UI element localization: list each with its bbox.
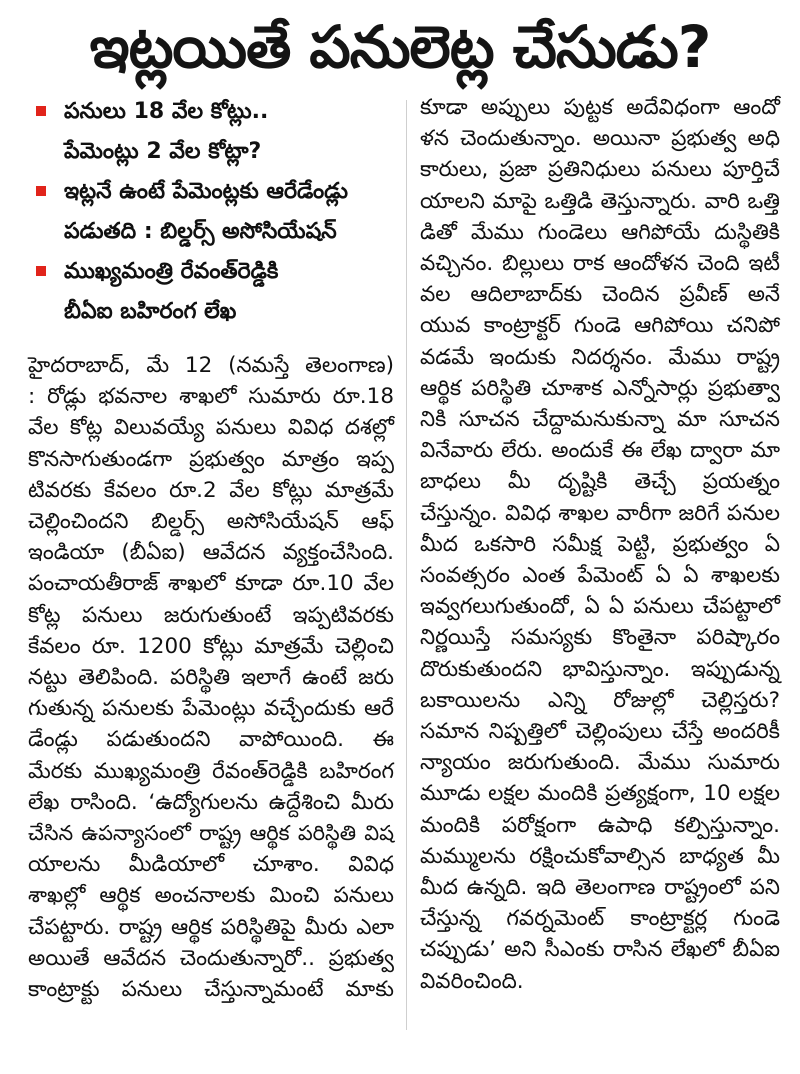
body-line: వేల కోట్ల విలువయ్యే పనులు వివిధ దశల్లో	[28, 415, 394, 441]
body-line: బకాయిలను ఎన్ని రోజుల్లో చెల్లిస్తరు?	[420, 687, 780, 713]
body-line: యువ కాంట్రాక్టర్ గుండె ఆగిపోయి చనిపో	[420, 313, 780, 339]
body-line: పంచాయతీరాజ్ శాఖలో కూడా రూ.10 వేల	[28, 571, 394, 597]
bullet-line: పేమెంట్లు 2 వేల కోట్లా?	[64, 139, 262, 164]
body-line: నట్టు తెలిపింది. పరిస్థితి ఇలాగే ఉంటే జరు	[28, 665, 394, 691]
body-line: ఇవ్వగలుగుతుందో, ఏ ఏ పనులు చేపట్టాలో	[420, 594, 780, 620]
bullet-line: ఇట్లనే ఉంటే పేమెంట్లకు ఆరేడేండ్లు	[64, 179, 349, 204]
body-line: ఇండియా (బీఏఐ) ఆవేదన వ్యక్తంచేసింది.	[28, 540, 394, 566]
body-line: దొరుకుతుందని భావిస్తున్నాం. ఇప్పుడున్న	[420, 656, 780, 682]
summary-bullet	[28, 252, 394, 332]
bullet-line: బీఏఐ బహిరంగ లేఖ	[64, 299, 237, 324]
body-line: వల ఆదిలాబాద్‌కు చెందిన ప్రవీణ్ అనే	[420, 282, 780, 308]
body-line: లేఖ రాసింది. ‘ఉద్యోగులను ఉద్దేశించి మీరు	[28, 789, 394, 815]
body-line: గుతున్న పనులకు పేమెంట్లు వచ్చేందుకు ఆరే	[28, 696, 394, 722]
body-line: యాలను మీడియాలో చూశాం. వివిధ	[28, 852, 394, 878]
body-line: అయితే ఆవేదన చెందుతున్నారో.. ప్రభుత్వ	[28, 945, 394, 971]
left-column	[28, 92, 394, 1005]
body-line: వివరించింది.	[420, 968, 524, 994]
bullet-square-icon	[36, 266, 46, 276]
body-line: డితో మేము గుండెలు ఆగిపోయే దుస్థితికి	[420, 219, 780, 245]
body-line: డేండ్లు పడుతుందని వాపోయింది. ఈ	[28, 727, 394, 753]
column-divider	[406, 100, 407, 1030]
body-line: వడమే ఇందుకు నిదర్శనం. మేము రాష్ట్ర	[420, 344, 780, 370]
bullet-line: ముఖ్యమంత్రి రేవంత్‌రెడ్డికి	[64, 259, 279, 284]
body-line: సంవత్సరం ఎంత పేమెంట్ ఏ ఏ శాఖలకు	[420, 563, 780, 589]
body-line: న్యాయం జరుగుతుంది. మేము సుమారు	[420, 750, 780, 776]
bullet-square-icon	[36, 186, 46, 196]
summary-bullet	[28, 172, 394, 252]
body-line: కేవలం రూ. 1200 కోట్లు మాత్రమే చెల్లించి	[28, 633, 394, 659]
article-body-right	[420, 92, 780, 997]
bullet-square-icon	[36, 106, 46, 116]
body-line: చేపట్టారు. రాష్ట్ర ఆర్థిక పరిస్థితిపై మీరు ఎలా	[28, 914, 394, 940]
body-line: నికి సూచన చేద్దామనుకున్నా మా సూచన	[420, 407, 780, 433]
body-line: మేరకు ముఖ్యమంత్రి రేవంత్‌రెడ్డికి బహిరంగ	[28, 758, 394, 784]
summary-bullets	[28, 92, 394, 332]
right-column	[420, 92, 780, 997]
headline: ఇట్లయితే పనులెట్ల చేసుడు?	[89, 13, 711, 81]
body-line: చప్పుడు’ అని సీఎంకు రాసిన లేఖలో బీఏఐ	[420, 937, 780, 963]
body-line: మమ్ములను రక్షించుకోవాల్సిన బాధ్యత మీ	[420, 843, 780, 869]
bullet-line: పనులు 18 వేల కోట్లు..	[64, 99, 269, 124]
body-line: కోట్ల పనులు జరుగుతుంటే ఇప్పటివరకు	[28, 602, 394, 628]
body-line: మందికి పరోక్షంగా ఉపాధి కల్పిస్తున్నాం.	[420, 812, 780, 838]
body-line: : రోడ్లు భవనాల శాఖలో సుమారు రూ.18	[28, 384, 394, 410]
body-line: మీద ఒకసారి సమీక్ష పెట్టి, ప్రభుత్వం ఏ	[420, 531, 780, 557]
body-line: బాధలు మీ దృష్టికి తెచ్చే ప్రయత్నం	[420, 469, 780, 495]
body-line: మీద ఉన్నది. ఇది తెలంగాణ రాష్ట్రంలో పని	[420, 875, 780, 901]
bullet-line: పడుతది : బిల్డర్స్ అసోసియేషన్	[64, 219, 337, 244]
body-line: టివరకు కేవలం రూ.2 వేల కోట్లు మాత్రమే	[28, 477, 394, 503]
article-body-left	[28, 350, 394, 1005]
body-line: మూడు లక్షల మందికి ప్రత్యక్షంగా, 10 లక్షల	[420, 781, 780, 807]
body-line: ళన చెందుతున్నాం. అయినా ప్రభుత్వ అధి	[420, 126, 780, 152]
body-line: చేస్తున్న గవర్నమెంట్ కాంట్రాక్టర్ల గుండె	[420, 906, 780, 932]
body-line: చేసిన ఉపన్యాసంలో రాష్ట్ర ఆర్థిక పరిస్థితి విష	[28, 821, 394, 846]
body-line: సమాన నిష్పత్తిలో చెల్లింపులు చేస్తే అందరికీ	[420, 719, 780, 745]
body-line: హైదరాబాద్, మే 12 (నమస్తే తెలంగాణ)	[28, 353, 394, 378]
body-line: నిర్ణయిస్తే సమస్యకు కొంతైనా పరిష్కారం	[420, 625, 780, 651]
body-line: వచ్చినం. బిల్లులు రాక ఆందోళన చెంది ఇటీ	[420, 251, 780, 277]
body-line: ఆర్థిక పరిస్థితి చూశాక ఎన్నోసార్లు ప్రభుత్వా	[420, 375, 780, 401]
body-line: కూడా అప్పులు పుట్టక అదేవిధంగా ఆందో	[420, 95, 780, 120]
body-line: కొనసాగుతుండగా ప్రభుత్వం మాత్రం ఇప్ప	[28, 446, 394, 472]
body-line: శాఖల్లో ఆర్థిక అంచనాలకు మించి పనులు	[28, 883, 394, 909]
body-line: చెల్లించిందని బిల్డర్స్ అసోసియేషన్ ఆఫ్	[28, 509, 394, 535]
body-line: యాలని మాపై ఒత్తిడి తెస్తున్నారు. వారి ఒత్తి	[420, 188, 780, 214]
summary-bullet	[28, 92, 394, 172]
body-line: వినేవారు లేరు. అందుకే ఈ లేఖ ద్వారా మా	[420, 438, 780, 464]
body-line: చేస్తున్నం. వివిధ శాఖల వారీగా జరిగే పనుల	[420, 500, 780, 526]
body-line: కారులు, ప్రజా ప్రతినిధులు పనులు పూర్తిచే	[420, 157, 780, 183]
body-line: కాంట్రాక్టు పనులు చేస్తున్నామంటే మాకు	[28, 977, 394, 1003]
